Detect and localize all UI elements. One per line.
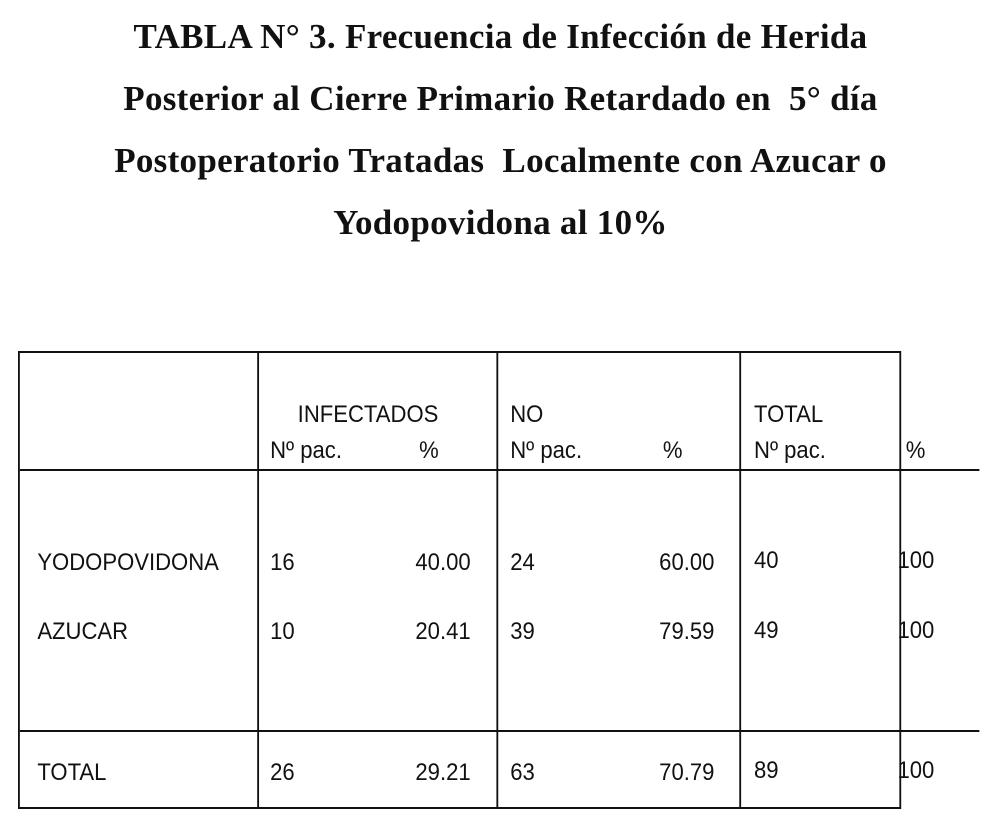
header-divider [20,469,980,471]
table-title [0,6,1001,254]
cell-no-count: 24 [510,549,535,576]
header-total: TOTAL [754,401,824,428]
cell-no-pct: 79.59 [659,618,715,645]
cell-no-count: 63 [510,759,535,786]
header-infectados-pct: % [419,437,439,464]
cell-no-pct: 60.00 [659,549,715,576]
cell-infectados-count: 26 [270,759,295,786]
cell-infectados-pct: 29.21 [415,759,471,786]
cell-no-count: 39 [510,618,535,645]
title-line-2: Posterior al Cierre Primario Retardado en 5° día [123,79,878,118]
cell-total-pct: 100 [897,757,935,784]
header-no: NO [510,401,544,428]
row-label-azucar: AZUCAR [37,618,129,645]
cell-infectados-pct: 40.00 [415,549,471,576]
column-divider [257,353,259,807]
header-total-pct: % [905,437,926,464]
cell-infectados-count: 10 [270,618,295,645]
cell-total-count: 40 [754,547,779,574]
title-line-4: Yodopovidona al 10% [333,203,668,242]
cell-total-pct: 100 [897,617,935,644]
title-line-1: TABLA N° 3. Frecuencia de Infección de Herida [133,17,868,56]
header-no-count: Nº pac. [510,437,583,464]
header-infectados: INFECTADOS [297,401,439,428]
cell-total-count: 49 [754,617,779,644]
row-label-yodopovidona: YODOPOVIDONA [37,549,219,576]
cell-total-pct: 100 [897,547,935,574]
cell-infectados-pct: 20.41 [415,618,471,645]
total-divider [20,730,980,732]
header-total-count: Nº pac. [754,437,826,464]
title-line-3: Postoperatorio Tratadas Localmente con Azucar o [114,141,887,180]
header-no-pct: % [662,437,683,464]
cell-total-count: 89 [754,757,779,784]
column-divider [739,353,741,807]
frequency-table [18,351,935,809]
column-divider [496,353,498,807]
cell-infectados-count: 16 [270,549,295,576]
row-label-total: TOTAL [37,759,107,786]
cell-no-pct: 70.79 [659,759,715,786]
header-infectados-count: Nº pac. [270,437,342,464]
